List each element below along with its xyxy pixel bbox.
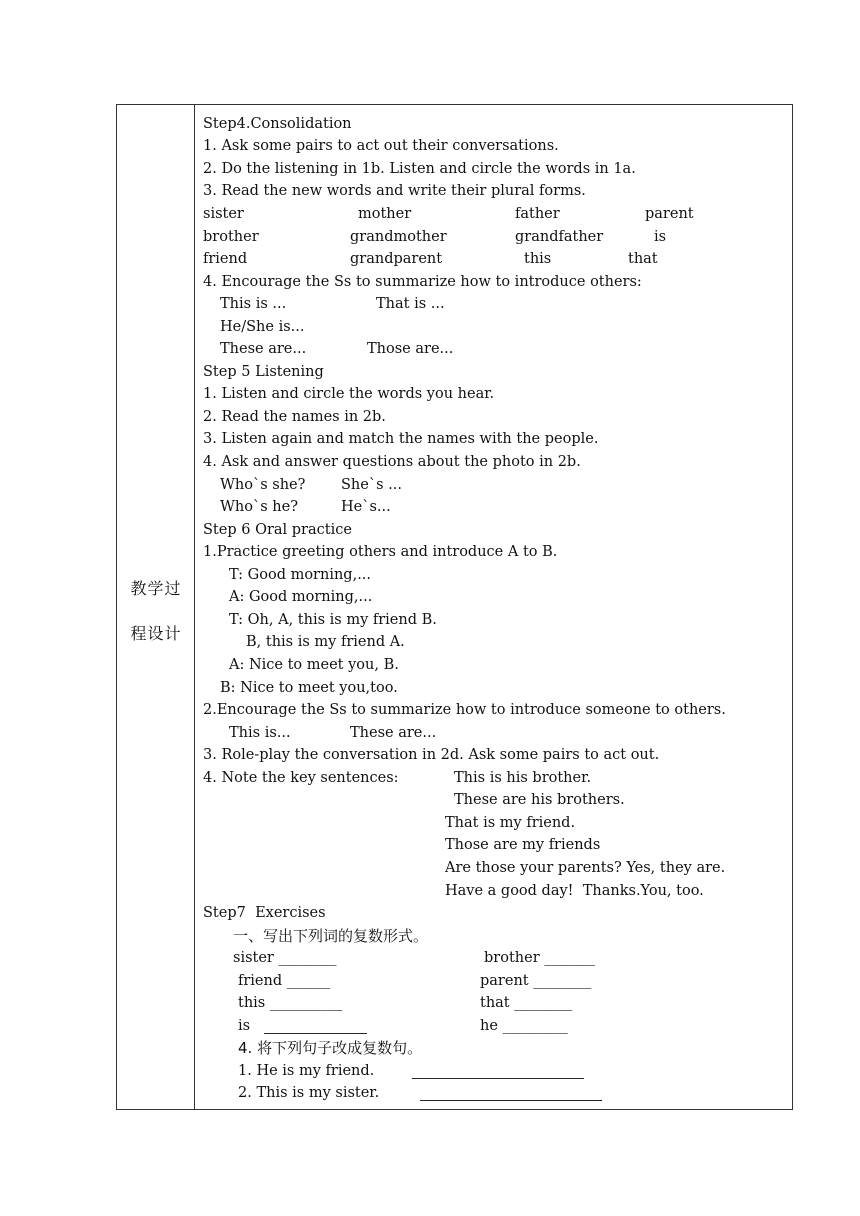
word-cell: grandparent	[350, 251, 443, 267]
answer-text: He`s...	[341, 499, 391, 515]
dialogue-line: T: Oh, A, this is my friend B.	[229, 612, 437, 628]
dialogue-line: B: Nice to meet you,too.	[220, 680, 398, 696]
exercise-word-blank: sister ________	[233, 950, 337, 966]
question-text: Who`s he?	[220, 499, 298, 515]
step7-title: Step7 Exercises	[203, 905, 326, 921]
step4-title: Step4.Consolidation	[203, 116, 352, 132]
exercise-sentence: 2. This is my sister.	[238, 1085, 380, 1101]
step4-item3: 3. Read the new words and write their plural forms.	[203, 183, 586, 199]
key-sentence: This is his brother.	[454, 770, 592, 786]
pattern-text: These are...	[220, 341, 307, 357]
question-text: Who`s she?	[220, 477, 306, 493]
exercise-word-blank: friend ______	[238, 973, 331, 989]
dialogue-line: B, this is my friend A.	[246, 634, 405, 650]
key-sentence: Those are my friends	[445, 837, 601, 853]
word-cell: grandfather	[515, 229, 604, 245]
exercise-word-blank: he _________	[480, 1018, 568, 1034]
pattern-text: This is ...	[220, 296, 287, 312]
dialogue-line: A: Good morning,...	[229, 589, 373, 605]
step4-item1: 1. Ask some pairs to act out their conversations.	[203, 138, 559, 154]
summary-text: This is...	[229, 725, 291, 741]
step6-item2: 2.Encourage the Ss to summarize how to introduce someone to others.	[203, 702, 726, 718]
exercise-word-blank: brother _______	[484, 950, 595, 966]
step6-title: Step 6 Oral practice	[203, 522, 352, 538]
answer-blank-line	[264, 1033, 367, 1034]
answer-blank-line	[412, 1078, 584, 1079]
word-cell: is	[654, 229, 667, 245]
step5-title: Step 5 Listening	[203, 364, 324, 380]
exercise-sentence: 1. He is my friend.	[238, 1063, 375, 1079]
answer-text: She`s ...	[341, 477, 402, 493]
exercise-part2-heading: 4. 将下列句子改成复数句。	[238, 1039, 423, 1057]
word-cell: that	[628, 251, 658, 267]
key-sentence: These are his brothers.	[454, 792, 625, 808]
side-label-line2: 程设计	[130, 624, 182, 643]
key-sentence: Have a good day! Thanks.You, too.	[445, 883, 704, 899]
word-cell: grandmother	[350, 229, 447, 245]
word-cell: sister	[203, 206, 244, 222]
word-cell: brother	[203, 229, 259, 245]
exercise-word-blank: parent ________	[480, 973, 592, 989]
dialogue-line: T: Good morning,...	[229, 567, 372, 583]
key-sentence: Are those your parents? Yes, they are.	[445, 860, 726, 876]
step5-item3: 3. Listen again and match the names with the people.	[203, 431, 599, 447]
step5-item4: 4. Ask and answer questions about the photo in 2b.	[203, 454, 581, 470]
step6-item3: 3. Role-play the conversation in 2d. Ask some pairs to act out.	[203, 747, 660, 763]
column-divider	[194, 104, 195, 1110]
step6-item1: 1.Practice greeting others and introduce A to B.	[203, 544, 558, 560]
step5-item2: 2. Read the names in 2b.	[203, 409, 386, 425]
summary-text: These are...	[350, 725, 437, 741]
step6-item4: 4. Note the key sentences:	[203, 770, 399, 786]
exercise-word-blank: this __________	[238, 995, 343, 1011]
word-cell: mother	[358, 206, 412, 222]
dialogue-line: A: Nice to meet you, B.	[229, 657, 399, 673]
step5-item1: 1. Listen and circle the words you hear.	[203, 386, 495, 402]
side-label-line1: 教学过	[130, 579, 182, 598]
word-cell: father	[515, 206, 560, 222]
step4-item4: 4. Encourage the Ss to summarize how to introduce others:	[203, 274, 642, 290]
key-sentence: That is my friend.	[445, 815, 576, 831]
exercise-part1-heading: 一、写出下列词的复数形式。	[233, 927, 429, 945]
word-cell: friend	[203, 251, 248, 267]
word-cell: parent	[645, 206, 694, 222]
answer-blank-line	[420, 1100, 602, 1101]
word-cell: this	[524, 251, 552, 267]
step4-item2: 2. Do the listening in 1b. Listen and circle the words in 1a.	[203, 161, 636, 177]
pattern-text: Those are...	[367, 341, 454, 357]
pattern-text: That is ...	[376, 296, 445, 312]
pattern-text: He/She is...	[220, 319, 305, 335]
exercise-word-blank: that ________	[480, 995, 573, 1011]
exercise-word-blank: is	[238, 1018, 251, 1034]
